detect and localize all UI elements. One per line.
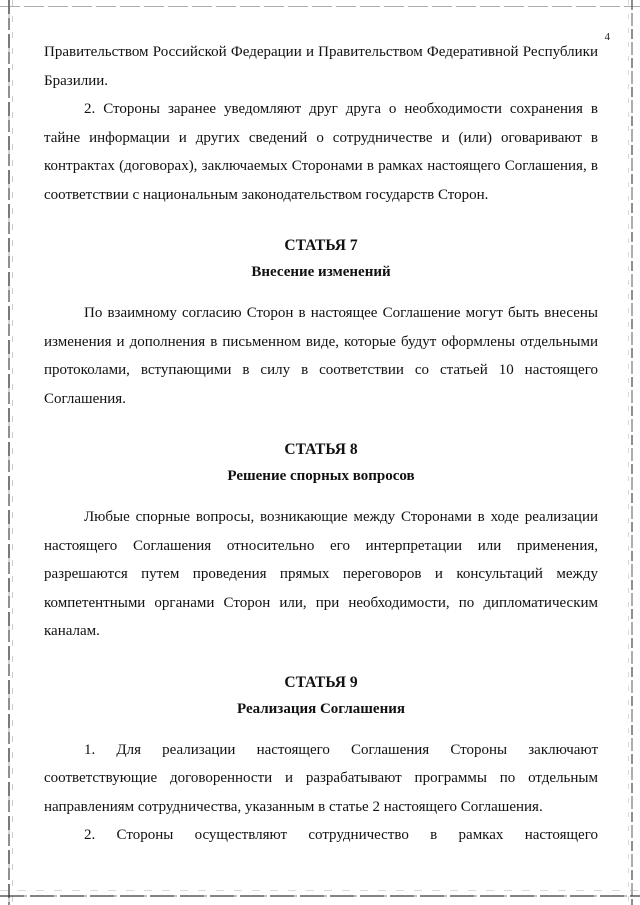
article-number: СТАТЬЯ 7	[284, 237, 358, 254]
page-number: 4	[604, 31, 610, 43]
article-8	[44, 437, 598, 489]
article-title: Внесение изменений	[251, 264, 391, 280]
scan-edge-top	[0, 6, 640, 7]
article-8-text: Любые спорные вопросы, возникающие между Сторонами в ходе реализации настоящего Соглашения относительно его интерпретации или применения, разрешаются путем проведения прямых переговоров и консультаций между компетентными органами Сторон или, при необходимости, по дипломатическим каналам.	[44, 509, 598, 639]
scan-edge-bottom-inner	[0, 890, 640, 891]
scan-edge-left-inner	[12, 0, 13, 905]
paragraph-confidentiality: 2. Стороны заранее уведомляют друг друга о необходимости сохранения в тайне информации и других сведений о сотрудничестве и (или) оговаривают в контрактах (договорах), заключаемых Сторонами в рамках настоящего Соглашения, в соответствии с национальным законодательством государств Сторон.	[44, 101, 598, 203]
article-7-text: По взаимному согласию Сторон в настоящее Соглашение могут быть внесены изменения и дополнения в письменном виде, которые будут оформлены отдельными протоколами, вступающими в силу в соответствии со статьей 10 настоящего Соглашения.	[44, 305, 598, 407]
article-title: Решение спорных вопросов	[227, 468, 415, 484]
article-number: СТАТЬЯ 9	[284, 673, 358, 691]
scan-edge-bottom	[0, 895, 640, 897]
scan-edge-right	[631, 0, 633, 905]
article-9-paragraph-2: 2. Стороны осуществляют сотрудничество в рамках настоящего	[84, 827, 598, 843]
scan-edge-left	[8, 0, 10, 905]
article-title: Реализация Соглашения	[236, 700, 405, 717]
scan-edge-right-inner	[628, 0, 629, 905]
document-body	[44, 38, 598, 850]
article-9-paragraph-1: 1. Для реализации настоящего Соглашения Стороны заключают соответствующие договоренности и разрабатывают программы по отдельным направлениям сотрудничества, указанным в статье 2 настоящего Соглашения.	[44, 741, 598, 815]
article-7	[44, 233, 598, 285]
article-9	[44, 670, 598, 722]
article-number: СТАТЬЯ 8	[284, 441, 358, 458]
paragraph-continuation: Правительством Российской Федерации и Правительством Федеративной Республики Бразилии.	[44, 44, 598, 89]
